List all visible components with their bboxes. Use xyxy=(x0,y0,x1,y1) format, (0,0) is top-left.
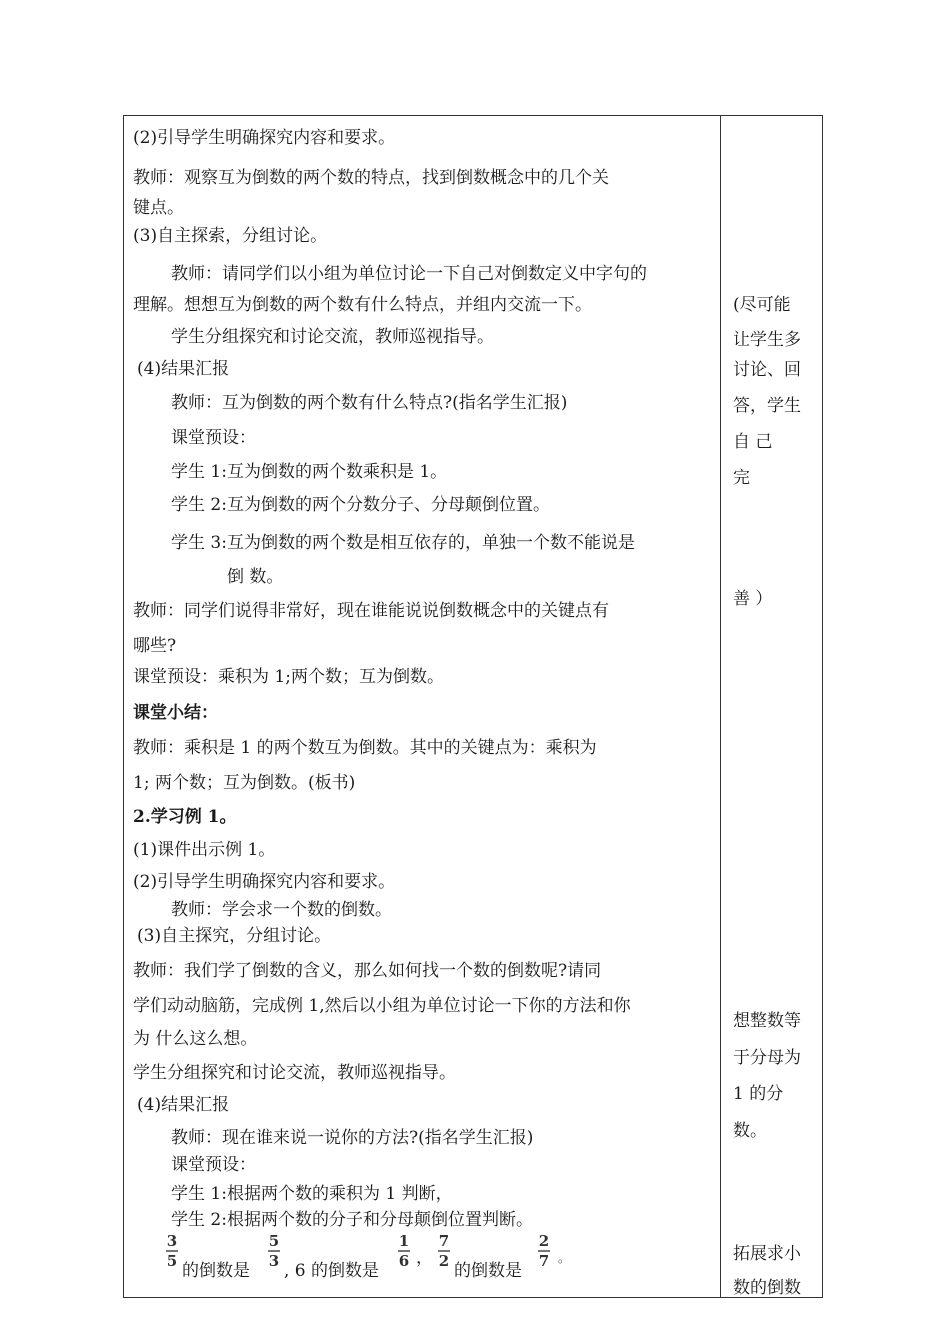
text-fragment: ， xyxy=(416,1248,433,1268)
text-line: 键点。 xyxy=(133,198,184,218)
fraction: 1 6 xyxy=(398,1232,410,1270)
text-fragment: , 6 的倒数是 xyxy=(284,1261,380,1281)
text-line: 理解。想想互为倒数的两个数有什么特点，并组内交流一下。 xyxy=(133,295,592,315)
text-line: (4)结果汇报 xyxy=(137,359,230,379)
side-note-line: 1 的分 xyxy=(733,1084,784,1104)
text-line: 课堂预设： xyxy=(171,428,256,448)
side-note-line: 善 ） xyxy=(733,589,773,609)
text-line: (3)自主探究，分组讨论。 xyxy=(137,926,332,946)
text-line: (1)课件出示例 1。 xyxy=(133,840,276,860)
text-line: 学生 1:互为倒数的两个数乘积是 1。 xyxy=(171,462,448,482)
text-fragment: 的倒数是 xyxy=(182,1261,250,1281)
side-note-line: 讨论、回 xyxy=(733,360,801,380)
text-line: 教师：互为倒数的两个数有什么特点?(指名学生汇报) xyxy=(171,393,568,413)
text-line: 教师：同学们说得非常好，现在谁能说说倒数概念中的关键点有 xyxy=(133,601,609,621)
text-line: 教师：我们学了倒数的含义，那么如何找一个数的倒数呢?请同 xyxy=(133,961,602,981)
text-line: 教师：乘积是 1 的两个数互为倒数。其中的关键点为：乘积为 xyxy=(133,738,597,758)
fraction: 7 2 xyxy=(438,1232,450,1270)
side-note-line: 数的倒数 xyxy=(733,1278,801,1298)
section-heading: 课堂小结： xyxy=(133,703,218,723)
side-note-line: 完 xyxy=(733,468,750,488)
text-line: 倒 数。 xyxy=(227,567,284,587)
text-line: 学生 1:根据两个数的乘积为 1 判断， xyxy=(171,1184,453,1204)
text-line: 1; 两个数；互为倒数。(板书) xyxy=(133,773,356,793)
text-line: 学生 2:根据两个数的分子和分母颠倒位置判断。 xyxy=(171,1210,533,1230)
side-note-line: 自 己 xyxy=(733,432,773,452)
column-divider xyxy=(720,115,721,1298)
text-line: 学生分组探究和讨论交流，教师巡视指导。 xyxy=(133,1063,456,1083)
text-line: 课堂预设： xyxy=(171,1155,256,1175)
text-line: 学生 2:互为倒数的两个分数分子、分母颠倒位置。 xyxy=(171,495,550,515)
text-line: 教师：请同学们以小组为单位讨论一下自己对倒数定义中字句的 xyxy=(171,264,647,284)
section-heading: 2.学习例 1。 xyxy=(133,807,237,827)
text-line: 哪些? xyxy=(133,636,177,656)
fraction: 5 3 xyxy=(268,1232,280,1270)
text-fragment: 。 xyxy=(558,1251,571,1265)
text-line: (2)引导学生明确探究内容和要求。 xyxy=(133,128,396,148)
lesson-table xyxy=(123,115,823,1298)
side-note-line: (尽可能 xyxy=(733,295,791,315)
side-note-line: 拓展求小 xyxy=(733,1244,801,1264)
side-note-line: 于分母为 xyxy=(733,1048,801,1068)
text-line: (4)结果汇报 xyxy=(137,1095,230,1115)
fraction: 3 5 xyxy=(166,1232,178,1270)
fraction: 2 7 xyxy=(538,1232,550,1270)
text-line: 为 什么这么想。 xyxy=(133,1029,258,1049)
text-line: 学生 3:互为倒数的两个数是相互依存的，单独一个数不能说是 xyxy=(171,533,635,553)
side-note-line: 数。 xyxy=(733,1121,767,1141)
text-line: (3)自主探索，分组讨论。 xyxy=(133,226,328,246)
side-note-line: 让学生多 xyxy=(733,330,801,350)
side-note-line: 想整数等 xyxy=(733,1011,801,1031)
text-line: (2)引导学生明确探究内容和要求。 xyxy=(133,872,396,892)
side-note-line: 答，学生 xyxy=(733,396,801,416)
text-line: 教师：现在谁来说一说你的方法?(指名学生汇报) xyxy=(171,1128,534,1148)
text-line: 课堂预设：乘积为 1;两个数；互为倒数。 xyxy=(133,667,444,687)
text-line: 学生分组探究和讨论交流，教师巡视指导。 xyxy=(171,327,494,347)
text-fragment: 的倒数是 xyxy=(454,1261,522,1281)
text-line: 教师：观察互为倒数的两个数的特点，找到倒数概念中的几个关 xyxy=(133,168,609,188)
text-line: 教师：学会求一个数的倒数。 xyxy=(171,900,392,920)
text-line: 学们动动脑筋，完成例 1,然后以小组为单位讨论一下你的方法和你 xyxy=(133,996,631,1016)
